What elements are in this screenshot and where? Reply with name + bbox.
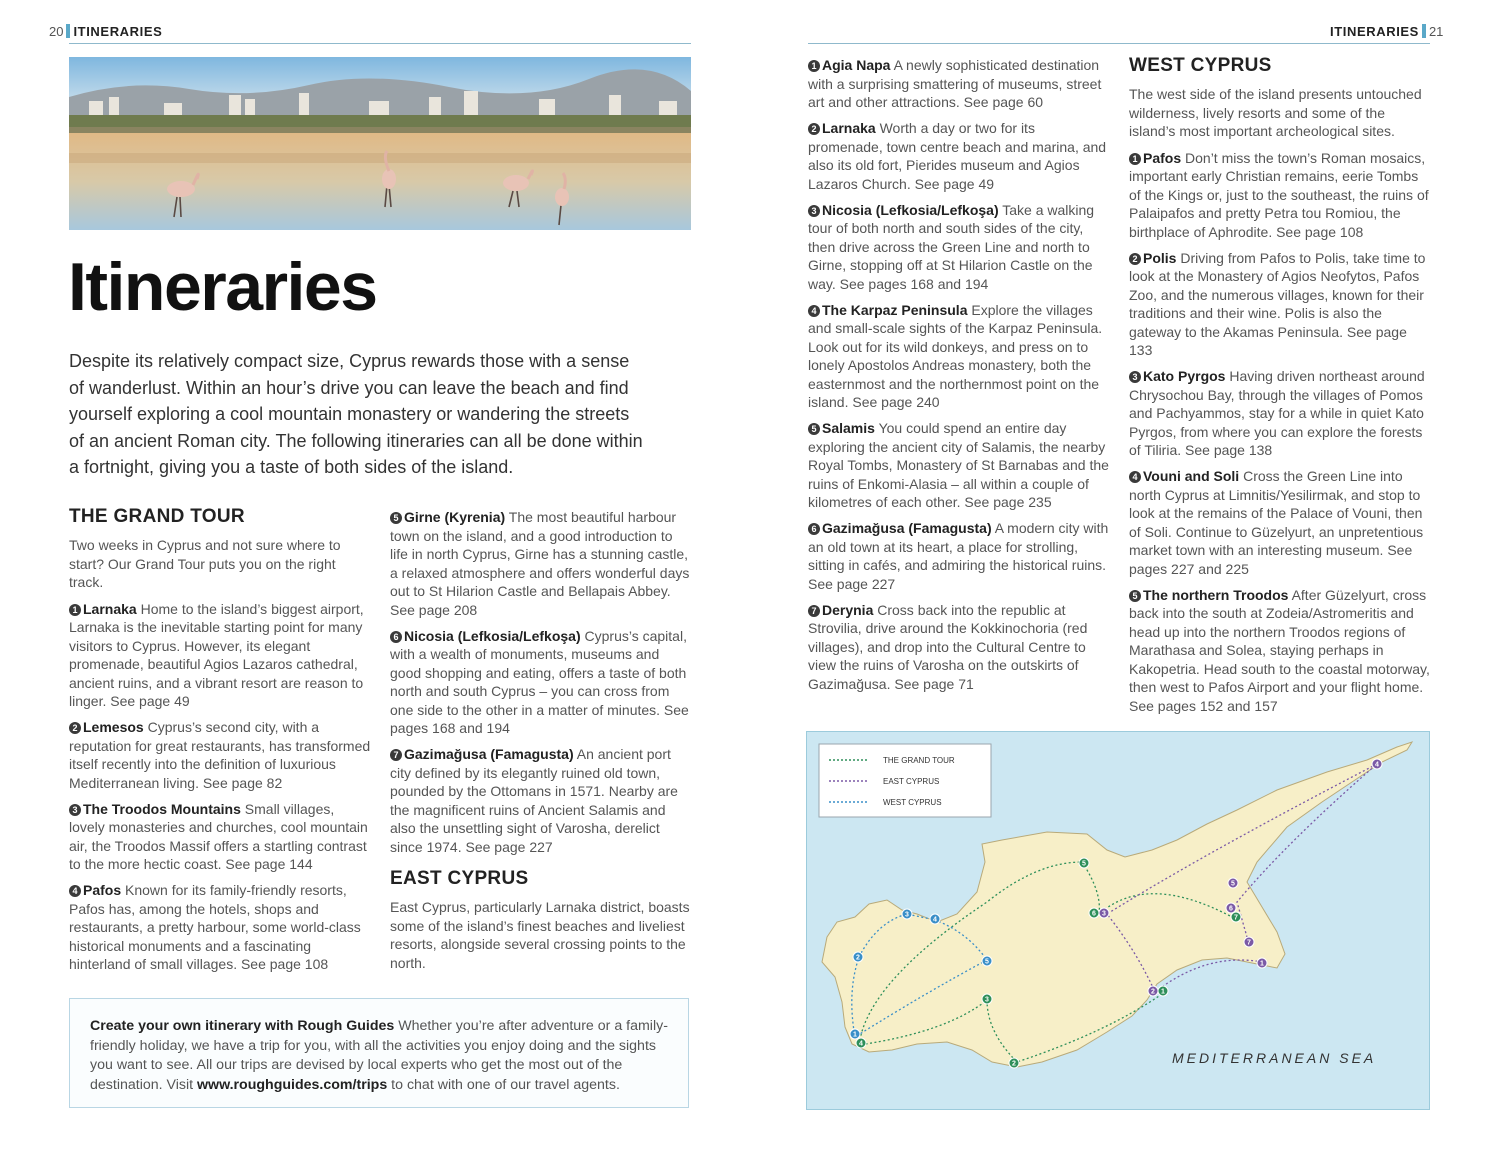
left-running-header (49, 24, 162, 39)
svg-text:5: 5 (985, 958, 989, 966)
list-item (1129, 367, 1431, 460)
item-text: An ancient port city defined by its elegantly ruined old town, pounded by the Ottomans in 1571. Nearby are the magnificent ruins of Ancient Salamis and also the unsettling sight of Varosha, derelict since 1974. See page 227 (390, 746, 678, 855)
callout-body: Whether you’re after adventure or a family-friendly holiday, we have a trip for you, with all the activities you enjoy doing and the sights you want to see. All our trips are devised by local experts who get the most out of the destination. Visit (90, 1018, 668, 1093)
right-header-label: ITINERARIES (1330, 24, 1419, 39)
item-place: Pafos (83, 882, 122, 898)
number-badge: 5 (808, 423, 820, 435)
item-text: A modern city with an old town at its heart, a place for strolling, sitting in cafés, and admiring the historical ruins. See page 227 (808, 520, 1109, 592)
number-badge: 1 (69, 604, 81, 616)
item-place: The northern Troodos (1143, 586, 1289, 603)
item-text: Home to the island’s biggest airport, Larnaka is the inevitable starting point for many visitors to Cyprus. However, its elegant promenade, beautiful Agios Lazaros cathedral, ancient ruins, and a vibrant resort are reason to linger. See page 49 (69, 600, 364, 709)
left-header-rule (69, 43, 691, 44)
east-marker-3 (1099, 908, 1109, 918)
map-svg (807, 732, 1428, 1108)
item-place: Kato Pyrgos (1143, 368, 1226, 384)
item-place: Agia Napa (822, 57, 891, 73)
callout-lead: Create your own itinerary with Rough Guides (90, 1018, 395, 1034)
number-badge: 3 (1129, 371, 1141, 383)
east-marker-7 (1244, 937, 1254, 947)
list-item (808, 119, 1110, 193)
item-text: Cross back into the republic at Strovilia, drive around the Kokkinochoria (red villages), and drop into the Cultural Centre to view the ruins of Varosha on the outskirts of Gazimağusa. See page 71 (808, 601, 1088, 692)
item-text: Explore the villages and small-scale sights of the Karpaz Peninsula. Look out for its wild donkeys, and press on to lonely Apostolos Andreas monastery, both the easternmost and the northernmost point on the island. See page 240 (808, 301, 1103, 410)
item-text: After Güzelyurt, cross back into the south at Zodeia/Astromeritis and head up into the northern Troodos regions of Marathasa and Solea, staying perhaps in Kakopetria. Head south to the coastal motorway, then west to Pafos Airport and your flight home. See pages 152 and 157 (1129, 586, 1430, 714)
map-legend (819, 744, 991, 817)
number-badge: 2 (1129, 253, 1141, 265)
grand-tour-column-2 (390, 508, 692, 972)
list-item (390, 508, 692, 619)
grand-marker-4 (856, 1038, 866, 1048)
item-text: Cyprus’s second city, with a reputation for great restaurants, has transformed itself recently into the definition of luxurious Mediterranean living. See page 82 (69, 719, 371, 791)
item-place: Larnaka (83, 600, 137, 617)
grand-marker-7 (1231, 912, 1241, 922)
svg-text:4: 4 (933, 916, 937, 924)
west-cyprus-intro: The west side of the island presents untouched wilderness, lively resorts and some of the island’s most important archeological sites. (1129, 86, 1422, 139)
west-cyprus-column (1129, 55, 1431, 723)
svg-text:2: 2 (1151, 988, 1155, 996)
number-badge: 5 (1129, 590, 1141, 602)
item-text: Known for its family-friendly resorts, Pafos has, among the hotels, shops and restaurants, a pretty harbour, some world-class historical monuments and a fascinating hinterland of small villages. See page 108 (69, 882, 361, 972)
svg-text:3: 3 (1102, 910, 1106, 918)
number-badge: 1 (808, 60, 820, 72)
east-marker-4 (1372, 759, 1382, 769)
item-place: Lemesos (83, 719, 144, 735)
number-badge: 7 (808, 605, 820, 617)
grand-marker-2 (1009, 1058, 1019, 1068)
grand-marker-6 (1089, 908, 1099, 918)
svg-text:7: 7 (1234, 914, 1238, 922)
sea-label: MEDITERRANEAN SEA (1172, 1050, 1377, 1066)
list-item (1129, 586, 1431, 716)
number-badge: 6 (390, 631, 402, 643)
item-place: The Karpaz Peninsula (822, 301, 968, 318)
number-badge: 2 (69, 722, 81, 734)
west-marker-1 (850, 1029, 860, 1039)
rough-guides-callout (69, 998, 689, 1108)
svg-text:2: 2 (1012, 1060, 1016, 1068)
legend-east-cyprus: EAST CYPRUS (883, 777, 940, 786)
svg-text:5: 5 (1082, 860, 1086, 868)
number-badge: 3 (808, 205, 820, 217)
page-title: Itineraries (68, 249, 377, 325)
list-item (808, 519, 1110, 593)
svg-text:3: 3 (905, 911, 909, 919)
number-badge: 1 (1129, 153, 1141, 165)
number-badge: 6 (808, 523, 820, 535)
right-page-number: 21 (1428, 24, 1444, 39)
item-place: Nicosia (Lefkosia/Lefkoşa) (822, 201, 999, 218)
grand-marker-1 (1158, 986, 1168, 996)
svg-text:1: 1 (1260, 960, 1264, 968)
list-item (808, 56, 1110, 112)
svg-text:5: 5 (1231, 880, 1235, 888)
item-place: Vouni and Soli (1143, 468, 1240, 484)
right-header-rule (808, 43, 1430, 44)
svg-text:6: 6 (1092, 910, 1096, 918)
item-place: Polis (1143, 249, 1177, 266)
grand-tour-intro: Two weeks in Cyprus and not sure where to start? Our Grand Tour puts you on the right track. (69, 537, 341, 590)
list-item (69, 800, 373, 874)
list-item (69, 600, 373, 711)
cyprus-itinerary-map (806, 731, 1430, 1110)
item-place: Girne (Kyrenia) (404, 509, 506, 525)
svg-text:6: 6 (1229, 905, 1233, 913)
list-item (808, 601, 1110, 694)
callout-link[interactable]: www.roughguides.com/trips (197, 1076, 388, 1093)
list-item (390, 745, 692, 856)
item-text: Having driven northeast around Chrysochou Bay, through the villages of Pomos and Pachyammos, stay for a while in quiet Kato Pyrgos, from where you can explore the forests of Tiliria. See page 138 (1129, 368, 1425, 458)
item-text: You could spend an entire day exploring the ancient city of Salamis, the nearby Royal Tombs, Monastery of St Barnabas and the ruins of Enkomi-Alasia – all within a couple of kilometres of each other. See page 235 (808, 420, 1109, 510)
list-item (808, 301, 1110, 412)
list-item (1129, 249, 1431, 360)
number-badge: 3 (69, 804, 81, 816)
number-badge: 5 (390, 512, 402, 524)
west-marker-3 (902, 909, 912, 919)
svg-text:4: 4 (859, 1040, 863, 1048)
number-badge: 2 (808, 123, 820, 135)
number-badge: 4 (1129, 471, 1141, 483)
list-item (808, 201, 1110, 294)
grand-marker-5 (1079, 858, 1089, 868)
east-marker-2 (1148, 986, 1158, 996)
svg-text:1: 1 (1161, 988, 1165, 996)
intro-paragraph: Despite its relatively compact size, Cyprus rewards those with a sense of wanderlust. Within an hour’s drive you can leave the beach and find yourself exploring a cool mountain monastery or wandering the streets of an ancient Roman city. The following itineraries can all be done within a fortnight, giving you a taste of both sides of the island. (69, 351, 643, 478)
number-badge: 4 (69, 885, 81, 897)
item-place: Derynia (822, 601, 874, 618)
header-photo-flamingos (69, 57, 691, 230)
grand-tour-heading: THE GRAND TOUR (69, 506, 245, 527)
item-text: The most beautiful harbour town on the island, and a good introduction to life in north Cyprus, Girne has a stunning castle, a relaxed atmosphere and offers wonderful days out to St Hilarion Castle and Bellapais Abbey. See page 208 (390, 509, 690, 618)
svg-text:4: 4 (1375, 761, 1379, 769)
list-item (390, 627, 692, 738)
svg-text:7: 7 (1247, 939, 1251, 947)
svg-text:1: 1 (853, 1031, 857, 1039)
east-cyprus-items (808, 56, 1110, 701)
item-text: A newly sophisticated destination with a surprising smattering of museums, street art and other attractions. See page 60 (808, 57, 1102, 110)
grand-tour-column-1 (69, 506, 373, 981)
list-item (1129, 149, 1431, 242)
list-item (69, 881, 373, 974)
item-text: Driving from Pafos to Polis, take time to look at the Monastery of Agios Neofytos, Pafos Zoo, and the numerous villages, known for their traditions and their wine. Polis is also the gateway to the Akamas Peninsula. See page 133 (1129, 249, 1426, 358)
left-page-number: 20 (49, 24, 64, 39)
west-cyprus-heading: WEST CYPRUS (1129, 55, 1272, 76)
legend-grand-tour: THE GRAND TOUR (883, 756, 955, 765)
east-cyprus-heading: EAST CYPRUS (390, 868, 529, 889)
west-marker-4 (930, 914, 940, 924)
item-text: Small villages, lovely monasteries and churches, cool mountain air, the Troodos Massif offers a startling contrast to the more hectic coast. See page 144 (69, 800, 368, 872)
right-running-header (1330, 24, 1443, 39)
list-item (69, 718, 373, 792)
item-place: Gazimağusa (Famagusta) (822, 520, 992, 536)
number-badge: 7 (390, 749, 402, 761)
item-place: Gazimağusa (Famagusta) (404, 746, 574, 762)
item-text: Don’t miss the town’s Roman mosaics, important early Christian remains, eerie Tombs of the Kings or, just to the southeast, the ruins of Palaipafos and pretty Petra tou Romiou, the birthplace of Aphrodite. See page 108 (1129, 149, 1429, 240)
east-cyprus-intro: East Cyprus, particularly Larnaka district, boasts some of the island’s finest beaches and liveliest resorts, alongside several crossing points to the north. (390, 899, 690, 971)
east-marker-5 (1228, 878, 1238, 888)
item-place: Larnaka (822, 120, 876, 136)
west-marker-2 (853, 952, 863, 962)
west-marker-5 (982, 956, 992, 966)
grand-marker-3 (982, 994, 992, 1004)
item-text: Cyprus’s capital, with a wealth of monuments, museums and good shopping and eating, offers a taste of both north and south Cyprus – you can cross from one side to the other in a matter of minutes. See pages 168 and 194 (390, 627, 689, 736)
item-place: Salamis (822, 420, 875, 436)
item-text: Worth a day or two for its promenade, town centre beach and marina, and also its old fort, Pierides museum and Agios Lazaros Church. See page 49 (808, 120, 1107, 192)
east-marker-1 (1257, 958, 1267, 968)
item-text: Take a walking tour of both north and south sides of the city, then drive across the Green Line and north to Girne, stopping off at St Hilarion Castle on the way. See pages 168 and 194 (808, 201, 1095, 292)
svg-text:2: 2 (856, 954, 860, 962)
number-badge: 4 (808, 305, 820, 317)
header-accent-bar (66, 24, 70, 38)
list-item (1129, 467, 1431, 578)
header-accent-bar (1422, 24, 1426, 38)
item-text: Cross the Green Line into north Cyprus at Limnitis/Yesilirmak, and stop to look at the remains of the Palace of Vouni, then of Soli. Continue to Güzelyurt, an unpretentious market town with an interesting museum. See pages 227 and 225 (1129, 468, 1424, 577)
left-header-label: ITINERARIES (73, 24, 163, 39)
list-item (808, 419, 1110, 512)
item-place: Pafos (1143, 149, 1182, 166)
callout-text (90, 1017, 668, 1095)
east-marker-6 (1226, 903, 1236, 913)
svg-text:3: 3 (985, 996, 989, 1004)
item-place: Nicosia (Lefkosia/Lefkoşa) (404, 627, 581, 644)
item-place: The Troodos Mountains (83, 800, 241, 817)
callout-tail: to chat with one of our travel agents. (387, 1076, 620, 1093)
legend-west-cyprus: WEST CYPRUS (883, 798, 942, 807)
